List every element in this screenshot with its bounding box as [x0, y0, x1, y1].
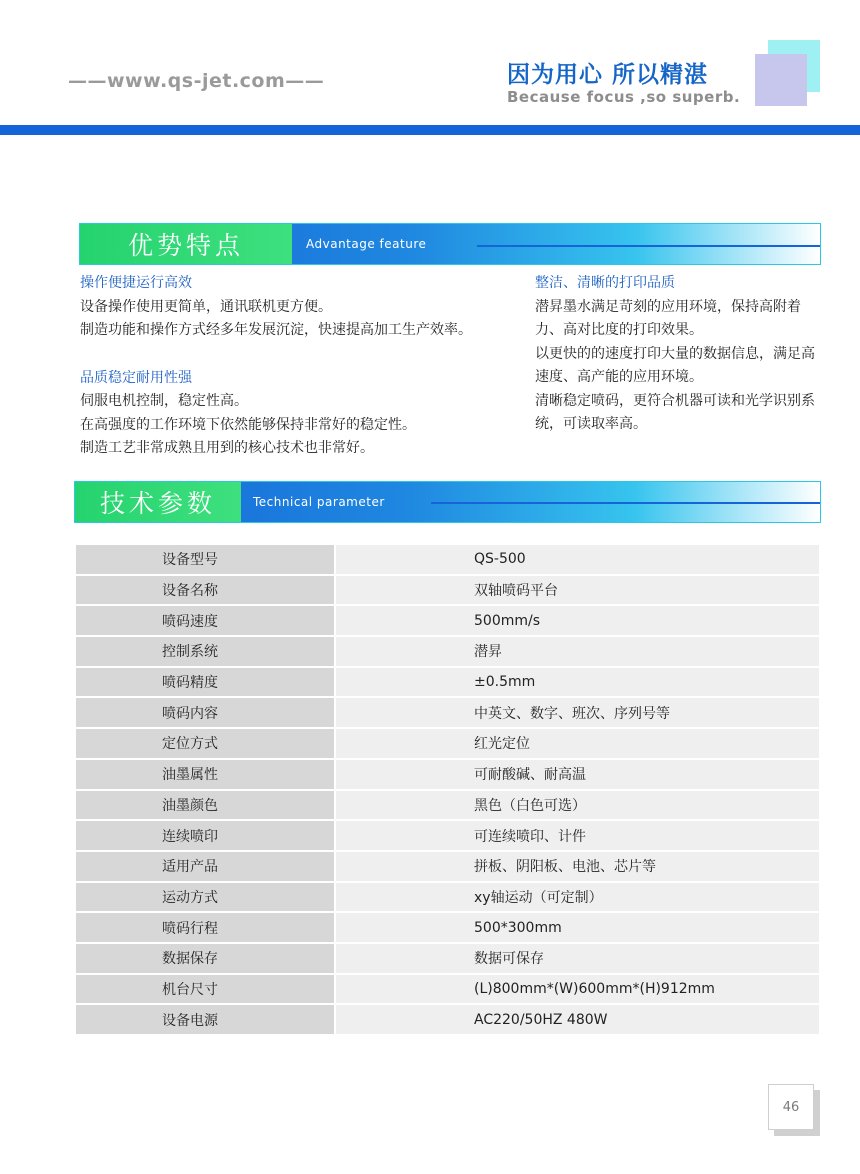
- advantage-text-line: 制造功能和操作方式经多年发展沉淀，快速提高加工生产效率。: [80, 322, 472, 338]
- table-row: [76, 852, 819, 883]
- page-number: 46: [768, 1084, 814, 1130]
- param-label: 喷码精度: [76, 668, 334, 699]
- slogan-chinese: 因为用心 所以精湛: [507, 62, 709, 88]
- param-label: 控制系统: [76, 637, 334, 668]
- param-label: 运动方式: [76, 883, 334, 914]
- param-label: 设备名称: [76, 576, 334, 607]
- advantage-text-line: 以更快的的速度打印大量的数据信息，满足高: [535, 345, 815, 362]
- decorative-square-lavender: [755, 54, 807, 106]
- parameter-table: [76, 545, 819, 1036]
- table-row: [76, 791, 819, 822]
- param-value: AC220/50HZ 480W: [336, 1005, 819, 1036]
- table-row: [76, 668, 819, 699]
- param-value: 中英文、数字、班次、序列号等: [336, 698, 819, 729]
- param-value: 可连续喷印、计件: [336, 821, 819, 852]
- param-value: 拼板、阴阳板、电池、芯片等: [336, 852, 819, 883]
- param-value: 潜昇: [336, 637, 819, 668]
- table-row: [76, 576, 819, 607]
- param-label: 油墨颜色: [76, 791, 334, 822]
- table-row: [76, 821, 819, 852]
- table-row: [76, 637, 819, 668]
- table-row: [76, 1005, 819, 1036]
- advantage-heading: 品质稳定耐用性强: [80, 369, 192, 386]
- param-label: 设备型号: [76, 545, 334, 576]
- table-row: [76, 698, 819, 729]
- advantage-heading: 操作便捷运行高效: [80, 275, 192, 291]
- param-label: 喷码速度: [76, 606, 334, 637]
- param-label: 连续喷印: [76, 821, 334, 852]
- table-row: [76, 606, 819, 637]
- header-divider-bar: [0, 125, 860, 135]
- advantage-text-line: 在高强度的工作环境下依然能够保持非常好的稳定性。: [80, 416, 416, 433]
- slogan-english: Because focus ,so superb.: [507, 88, 741, 106]
- table-row: [76, 883, 819, 914]
- advantage-heading: 整洁、清晰的打印品质: [535, 275, 675, 291]
- paragraph-gap: [80, 343, 520, 367]
- param-label: 设备电源: [76, 1005, 334, 1036]
- advantage-text-line: 统，可读取率高。: [535, 416, 647, 432]
- param-value: 数据可保存: [336, 944, 819, 975]
- technical-title-en: Technical parameter: [253, 495, 385, 509]
- advantage-text-line: 速度、高产能的应用环境。: [535, 369, 703, 385]
- banner-rule-line: [431, 502, 820, 504]
- param-label: 机台尺寸: [76, 975, 334, 1006]
- advantage-text-line: 力、高对比度的打印效果。: [535, 322, 703, 338]
- param-value: 可耐酸碱、耐高温: [336, 760, 819, 791]
- param-label: 喷码内容: [76, 698, 334, 729]
- technical-title-cn: 技术参数: [75, 482, 241, 522]
- banner-rule-line: [477, 245, 820, 247]
- param-label: 数据保存: [76, 944, 334, 975]
- table-row: [76, 944, 819, 975]
- table-row: [76, 545, 819, 576]
- advantage-title-cn: 优势特点: [80, 224, 292, 264]
- param-value: 红光定位: [336, 729, 819, 760]
- advantage-text-line: 设备操作使用更简单，通讯联机更方便。: [80, 298, 332, 315]
- param-label: 适用产品: [76, 852, 334, 883]
- advantage-title-en: Advantage feature: [306, 237, 427, 251]
- table-row: [76, 729, 819, 760]
- param-value: 500mm/s: [336, 606, 819, 637]
- param-label: 油墨属性: [76, 760, 334, 791]
- advantage-text-line: 伺服电机控制，稳定性高。: [80, 393, 248, 409]
- param-value: 500*300mm: [336, 913, 819, 944]
- param-value: (L)800mm*(W)600mm*(H)912mm: [336, 975, 819, 1006]
- table-row: [76, 760, 819, 791]
- table-row: [76, 975, 819, 1006]
- table-row: [76, 913, 819, 944]
- advantage-right-column: [535, 272, 835, 437]
- technical-banner: [74, 481, 821, 523]
- param-value: QS-500: [336, 545, 819, 576]
- param-label: 喷码行程: [76, 913, 334, 944]
- website-url: ——www.qs-jet.com——: [68, 70, 325, 92]
- param-value: xy轴运动（可定制）: [336, 883, 819, 914]
- param-label: 定位方式: [76, 729, 334, 760]
- param-value: 双轴喷码平台: [336, 576, 819, 607]
- advantage-banner: [79, 223, 821, 265]
- advantage-text-line: 潜昇墨水满足苛刻的应用环境，保持高附着: [535, 298, 801, 315]
- advantage-text-line: 清晰稳定喷码，更符合机器可读和光学识别系: [535, 392, 815, 409]
- advantage-left-column: [80, 272, 520, 461]
- param-value: 黑色（白色可选）: [336, 791, 819, 822]
- advantage-text-line: 制造工艺非常成熟且用到的核心技术也非常好。: [80, 440, 374, 456]
- param-value: ±0.5mm: [336, 668, 819, 699]
